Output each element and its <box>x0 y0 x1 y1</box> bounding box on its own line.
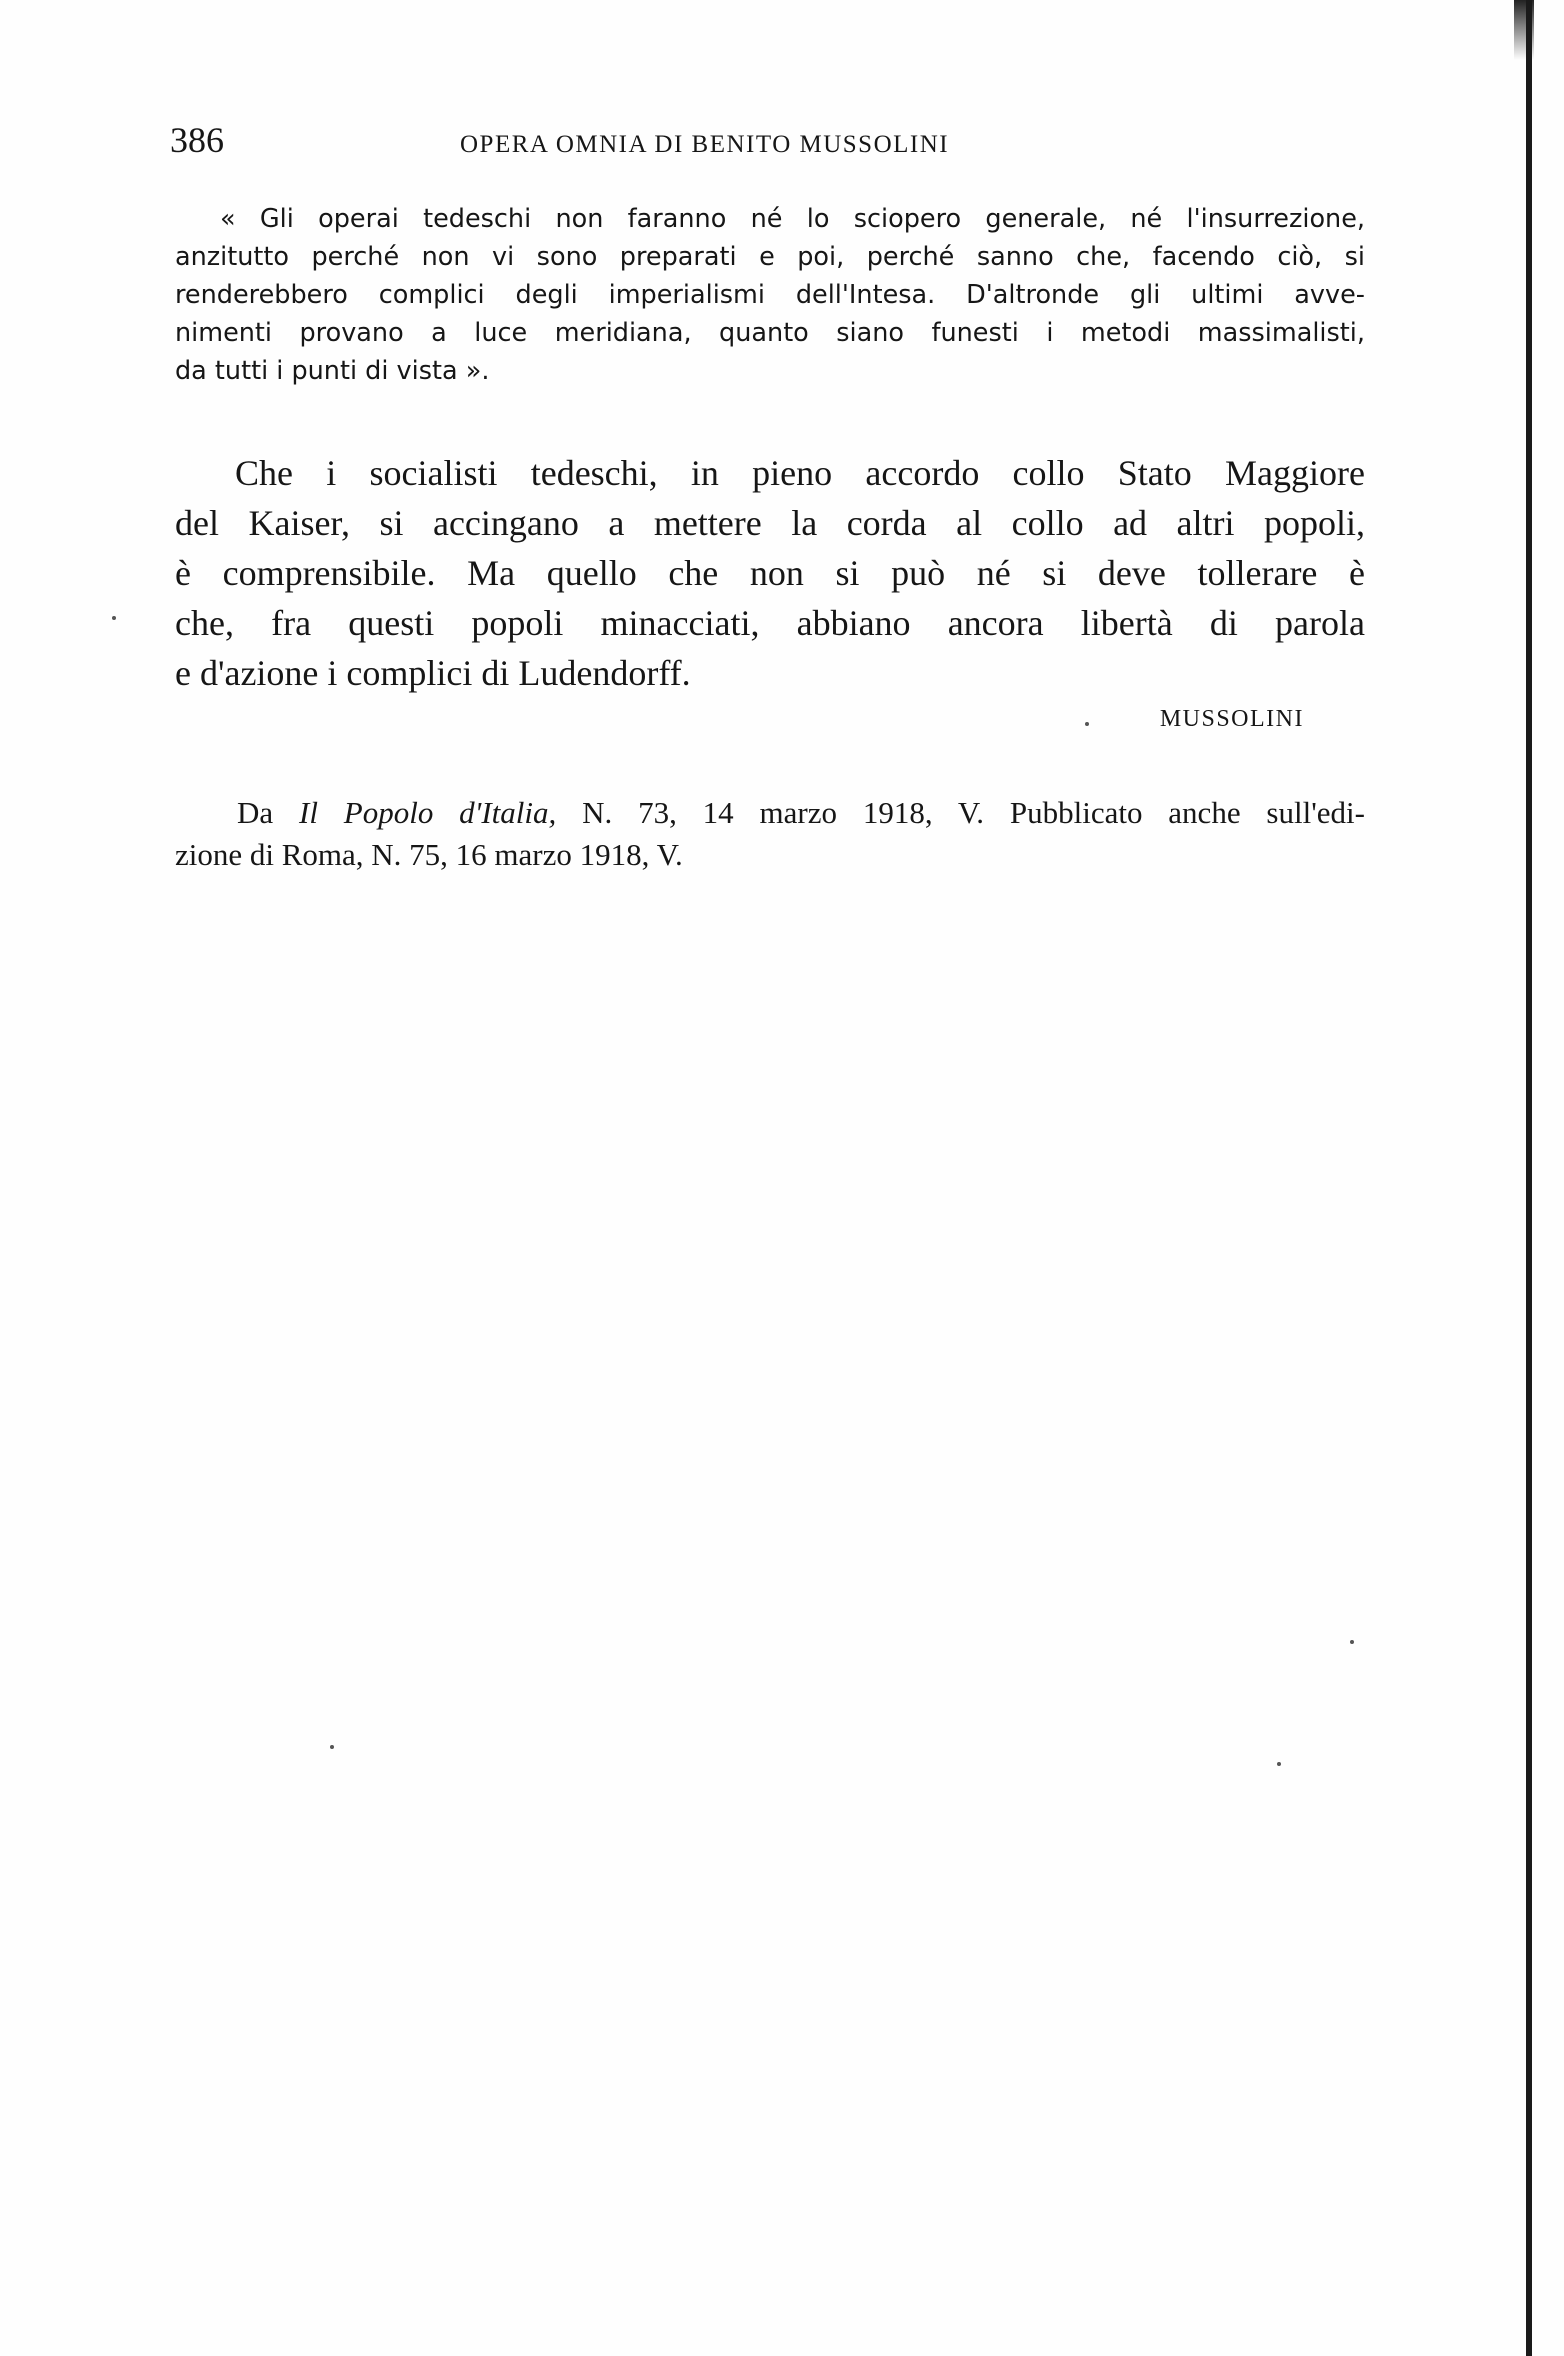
scan-speck <box>1350 1640 1354 1644</box>
publication-title: Il Popolo d'Italia, <box>299 795 557 830</box>
body-paragraph <box>175 448 1365 698</box>
quote-line: renderebbero complici degli imperialismi dell'Intesa. D'altronde gli ultimi avve- <box>175 280 1365 310</box>
quoted-paragraph <box>175 200 1365 390</box>
body-line: che, fra questi popoli minacciati, abbiano ancora libertà di parola <box>175 603 1365 643</box>
quote-line: nimenti provano a luce meridiana, quanto siano funesti i metodi massimalisti, <box>175 318 1365 348</box>
scan-speck <box>112 616 116 620</box>
quote-line: anzitutto perché non vi sono preparati e poi, perché sanno che, facendo ciò, si <box>175 242 1365 272</box>
source-details: N. 73, 14 marzo 1918, V. Pubblicato anche sull'edi- <box>556 795 1365 830</box>
quote-line: « Gli operai tedeschi non faranno né lo sciopero generale, né l'insurrezione, <box>220 204 1365 234</box>
page-number: 386 <box>170 120 224 160</box>
body-line: è comprensibile. Ma quello che non si può né si deve tollerare è <box>175 553 1365 593</box>
body-line: Che i socialisti tedeschi, in pieno accordo collo Stato Maggiore <box>235 453 1365 493</box>
body-line: del Kaiser, si accingano a mettere la corda al collo ad altri popoli, <box>175 503 1365 543</box>
running-title: OPERA OMNIA DI BENITO MUSSOLINI <box>460 131 950 158</box>
source-line <box>175 792 1365 834</box>
scan-speck <box>330 1745 334 1749</box>
source-prefix: Da <box>237 795 299 830</box>
source-note <box>175 792 1365 876</box>
scan-speck <box>1277 1762 1281 1766</box>
body-line: e d'azione i complici di Ludendorff. <box>175 653 691 693</box>
quote-line: da tutti i punti di vista ». <box>175 356 490 386</box>
scan-speck <box>1085 722 1089 726</box>
source-line: zione di Roma, N. 75, 16 marzo 1918, V. <box>175 837 683 872</box>
author-signature: MUSSOLINI <box>1159 706 1304 732</box>
page-binding-edge <box>1526 0 1532 2356</box>
